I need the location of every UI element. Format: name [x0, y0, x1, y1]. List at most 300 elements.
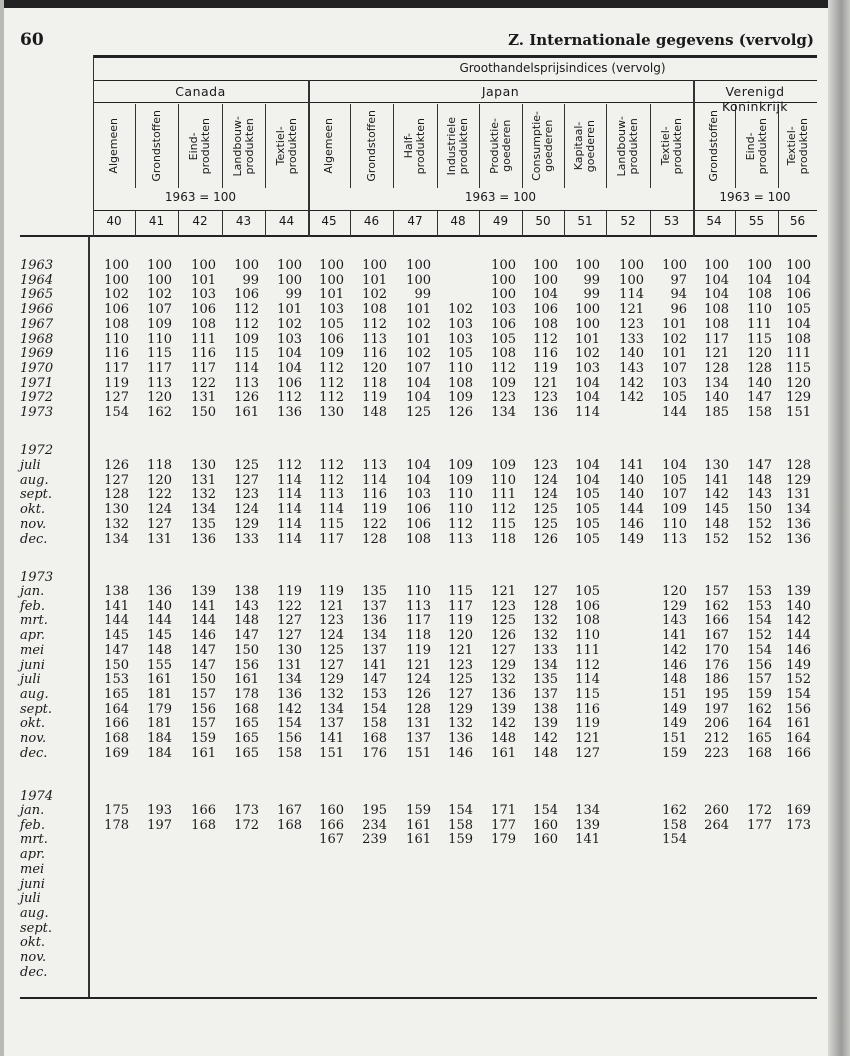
table-cell: 112 — [575, 657, 600, 673]
table-cell: 148 — [147, 642, 172, 658]
table-cell: 100 — [575, 302, 600, 318]
column-label: Kapitaal- goederen — [572, 119, 597, 173]
table-cell: 169 — [786, 803, 811, 818]
section-year-heading: 1974 — [20, 789, 54, 804]
table-cell: 197 — [704, 701, 729, 717]
table-cell: 104 — [533, 287, 558, 303]
table-cell: 128 — [406, 701, 431, 717]
table-cell: 100 — [104, 272, 129, 288]
table-cell: 129 — [786, 472, 811, 488]
table-cell: 118 — [406, 628, 431, 644]
table-cell: 120 — [147, 472, 172, 488]
table-cell: 100 — [234, 258, 259, 273]
table-cell: 146 — [448, 745, 473, 761]
table-cell: 143 — [619, 360, 644, 376]
table-cell: 104 — [406, 390, 431, 406]
table-cell: 123 — [319, 613, 344, 629]
table-cell: 100 — [319, 272, 344, 288]
table-cell: 137 — [319, 716, 344, 732]
column-number: 48 — [450, 214, 466, 228]
table-cell: 167 — [704, 628, 729, 644]
table-cell: 132 — [491, 672, 516, 688]
table-cell: 123 — [491, 390, 516, 406]
table-cell: 119 — [533, 360, 558, 376]
column-number: 44 — [278, 214, 295, 228]
table-cell: 125 — [533, 516, 558, 532]
table-cell: 197 — [147, 817, 172, 833]
table-cell: 112 — [234, 302, 259, 318]
table-cell: 124 — [533, 487, 558, 503]
table-cell: 114 — [619, 287, 644, 303]
row-label: feb. — [20, 598, 45, 614]
table-cell: 104 — [747, 272, 772, 288]
table-cell: 139 — [191, 584, 216, 599]
table-cell: 152 — [747, 516, 772, 532]
table-cell: 157 — [191, 686, 216, 702]
table-cell: 102 — [406, 346, 431, 362]
table-cell: 129 — [319, 672, 344, 688]
table-cell: 126 — [104, 458, 129, 473]
table-cell: 110 — [406, 584, 431, 599]
table-cell: 142 — [619, 390, 644, 406]
running-head: Z. Internationale gegevens (vervolg) — [508, 31, 814, 49]
table-cell: 102 — [362, 287, 387, 303]
table-cell: 136 — [533, 405, 558, 420]
table-cell: 122 — [147, 487, 172, 503]
table-cell: 108 — [104, 316, 129, 332]
table-cell: 162 — [147, 405, 172, 420]
table-cell: 100 — [406, 258, 431, 273]
table-cell: 103 — [448, 316, 473, 332]
table-cell: 100 — [362, 258, 387, 273]
table-cell: 264 — [704, 817, 729, 833]
table-cell: 168 — [234, 701, 259, 717]
table-cell: 154 — [277, 716, 302, 732]
table-cell: 169 — [104, 745, 129, 761]
table-cell: 147 — [747, 458, 772, 473]
table-cell: 114 — [234, 360, 259, 376]
table-cell: 110 — [575, 628, 600, 644]
table-cell: 127 — [491, 642, 516, 658]
row-label: okt. — [20, 716, 46, 732]
table-cell: 134 — [277, 672, 302, 688]
table-cell: 138 — [104, 584, 129, 599]
table-cell: 112 — [533, 331, 558, 347]
table-cell: 129 — [662, 598, 687, 614]
table-cell: 119 — [448, 613, 473, 629]
row-label: aug. — [20, 472, 49, 488]
column-label: Eind- produkten — [187, 117, 212, 175]
table-cell: 108 — [747, 287, 772, 303]
table-cell: 121 — [491, 584, 516, 599]
row-label: 1971 — [20, 375, 54, 391]
table-cell: 100 — [786, 258, 811, 273]
table-cell: 139 — [491, 701, 516, 717]
table-cell: 117 — [104, 360, 129, 376]
table-cell: 113 — [362, 458, 387, 473]
row-label: feb. — [20, 817, 45, 833]
base-year-label: 1963 = 100 — [719, 190, 791, 204]
column-number: 56 — [789, 214, 806, 228]
table-cell: 120 — [147, 390, 172, 406]
table-cell: 110 — [448, 487, 473, 503]
table-cell: 109 — [448, 390, 473, 406]
column-number: 43 — [235, 214, 252, 228]
table-cell: 146 — [662, 657, 687, 673]
table-cell: 108 — [704, 316, 729, 332]
table-cell: 102 — [104, 287, 129, 303]
table-cell: 101 — [191, 272, 216, 288]
table-cell: 154 — [747, 613, 772, 629]
table-cell: 150 — [234, 642, 259, 658]
table-cell: 149 — [786, 657, 811, 673]
table-cell: 140 — [619, 472, 644, 488]
table-cell: 144 — [104, 613, 129, 629]
table-cell: 141 — [619, 458, 644, 473]
table-cell: 113 — [362, 331, 387, 347]
table-cell: 109 — [662, 502, 687, 518]
table-cell: 176 — [362, 745, 387, 761]
table-cell: 140 — [747, 375, 772, 391]
column-label: Consumptie- goederen — [530, 111, 555, 181]
table-cell: 116 — [533, 346, 558, 362]
base-year-label: 1963 = 100 — [164, 190, 237, 204]
table-cell: 112 — [277, 390, 302, 406]
column-number: 45 — [321, 214, 337, 228]
table-cell: 105 — [575, 502, 600, 518]
table-cell: 124 — [533, 472, 558, 488]
table-cell: 104 — [406, 375, 431, 391]
table-cell: 96 — [670, 302, 687, 318]
column-number: 40 — [106, 214, 122, 228]
table-cell: 121 — [619, 302, 644, 318]
table-cell: 114 — [277, 502, 302, 518]
table-cell: 150 — [191, 672, 216, 688]
table-cell: 154 — [786, 686, 811, 702]
table-cell: 109 — [491, 458, 516, 473]
column-header — [564, 104, 606, 188]
row-label: 1965 — [20, 287, 54, 303]
table-cell: 130 — [277, 642, 302, 658]
table-cell: 167 — [319, 832, 344, 848]
country-header-canada: Canada — [175, 84, 226, 99]
table-cell: 102 — [147, 287, 172, 303]
table-cell: 130 — [704, 458, 729, 473]
table-cell: 102 — [277, 316, 302, 332]
table-cell: 136 — [277, 686, 302, 702]
column-number: 50 — [535, 214, 551, 228]
table-cell: 151 — [662, 686, 687, 702]
table-cell: 179 — [491, 832, 516, 848]
table-cell: 108 — [448, 375, 473, 391]
column-header — [93, 104, 135, 188]
row-label: jan. — [20, 584, 45, 599]
table-cell: 97 — [670, 272, 687, 288]
table-cell: 119 — [362, 502, 387, 518]
table-cell: 119 — [319, 584, 344, 599]
table-cell: 119 — [362, 390, 387, 406]
table-cell: 154 — [448, 803, 473, 818]
table-cell: 160 — [319, 803, 344, 818]
table-cell: 100 — [277, 258, 302, 273]
table-cell: 178 — [104, 817, 129, 833]
table-cell: 126 — [448, 405, 473, 420]
table-cell: 114 — [575, 672, 600, 688]
table-cell: 166 — [191, 803, 216, 818]
table-cell: 132 — [448, 716, 473, 732]
table-cell: 159 — [191, 731, 216, 746]
table-cell: 128 — [533, 598, 558, 614]
table-cell: 159 — [747, 686, 772, 702]
column-number: 41 — [148, 214, 165, 228]
table-cell: 100 — [747, 258, 772, 273]
table-cell: 142 — [704, 487, 729, 503]
column-label: Industriele produkten — [445, 116, 470, 176]
table-cell: 104 — [277, 346, 302, 362]
table-cell: 104 — [277, 360, 302, 376]
table-cell: 104 — [786, 316, 811, 332]
table-cell: 103 — [277, 331, 302, 347]
table-cell: 166 — [104, 716, 129, 732]
page-number: 60 — [20, 30, 44, 50]
row-label: apr. — [20, 628, 45, 644]
row-label: dec. — [20, 964, 48, 980]
row-label: dec. — [20, 745, 48, 761]
table-cell: 127 — [147, 516, 172, 532]
table-cell: 171 — [491, 803, 516, 818]
table-cell: 100 — [491, 287, 516, 303]
table-cell: 152 — [747, 531, 772, 547]
scan-left-edge — [0, 0, 4, 1056]
section-year-heading: 1973 — [20, 570, 54, 585]
table-cell: 100 — [147, 272, 172, 288]
row-label: 1967 — [20, 316, 54, 332]
table-cell: 106 — [575, 598, 600, 614]
table-cell: 177 — [747, 817, 772, 833]
table-cell: 128 — [786, 458, 811, 473]
table-cell: 148 — [747, 472, 772, 488]
table-cell: 114 — [277, 487, 302, 503]
table-cell: 115 — [575, 686, 600, 702]
row-label: nov. — [20, 950, 47, 965]
table-cell: 100 — [575, 258, 600, 273]
row-label: dec. — [20, 531, 48, 547]
table-cell: 128 — [704, 360, 729, 376]
table-cell: 119 — [104, 375, 129, 391]
table-cell: 161 — [191, 745, 216, 761]
table-cell: 148 — [704, 516, 729, 532]
table-cell: 104 — [406, 458, 431, 473]
table-cell: 104 — [406, 472, 431, 488]
table-cell: 150 — [191, 405, 216, 420]
table-cell: 144 — [786, 628, 811, 644]
table-cell: 110 — [448, 360, 473, 376]
table-cell: 181 — [147, 716, 172, 732]
table-cell: 157 — [747, 672, 772, 688]
row-label: nov. — [20, 731, 47, 746]
row-label: mei — [20, 861, 45, 877]
table-cell: 115 — [319, 516, 344, 532]
table-cell: 131 — [191, 390, 216, 406]
table-cell: 147 — [362, 672, 387, 688]
row-label: juli — [20, 891, 41, 907]
table-cell: 156 — [234, 657, 259, 673]
table-cell: 134 — [319, 701, 344, 717]
table-cell: 175 — [104, 803, 129, 818]
table-cell: 112 — [448, 516, 473, 532]
table-cell: 105 — [575, 516, 600, 532]
table-cell: 147 — [191, 642, 216, 658]
table-cell: 116 — [191, 346, 216, 362]
table-cell: 173 — [234, 803, 259, 818]
column-label: Algemeen — [322, 118, 335, 174]
table-cell: 123 — [533, 458, 558, 473]
table-cell: 165 — [234, 745, 259, 761]
table-cell: 122 — [277, 598, 302, 614]
table-cell: 158 — [747, 405, 772, 420]
table-cell: 206 — [704, 716, 729, 732]
table-cell: 184 — [147, 731, 172, 746]
table-cell: 129 — [786, 390, 811, 406]
table-cell: 139 — [575, 817, 600, 833]
column-header — [308, 104, 350, 188]
table-cell: 109 — [319, 346, 344, 362]
table-cell: 158 — [448, 817, 473, 833]
table-cell: 108 — [406, 531, 431, 547]
table-cell: 135 — [191, 516, 216, 532]
table-cell: 103 — [491, 302, 516, 318]
column-label: Textiel- produkten — [273, 117, 299, 175]
table-cell: 164 — [104, 701, 129, 717]
table-cell: 131 — [191, 472, 216, 488]
table-cell: 123 — [234, 487, 259, 503]
table-cell: 126 — [533, 531, 558, 547]
table-cell: 129 — [448, 701, 473, 717]
table-cell: 162 — [704, 598, 729, 614]
table-cell: 153 — [104, 672, 129, 688]
table-cell: 110 — [147, 331, 172, 347]
table-cell: 150 — [747, 502, 772, 518]
table-cell: 136 — [147, 584, 172, 599]
table-cell: 147 — [191, 657, 216, 673]
table-cell: 127 — [234, 472, 259, 488]
table-cell: 105 — [786, 302, 811, 318]
table-cell: 128 — [747, 360, 772, 376]
row-label: 1968 — [20, 331, 54, 347]
table-cell: 142 — [786, 613, 811, 629]
row-label: 1970 — [20, 360, 54, 376]
table-cell: 100 — [406, 272, 431, 288]
table-cell: 110 — [491, 472, 516, 488]
column-header — [650, 104, 693, 188]
table-cell: 136 — [448, 731, 473, 746]
table-cell: 178 — [234, 686, 259, 702]
table-cell: 142 — [662, 642, 687, 658]
table-cell: 99 — [242, 272, 259, 288]
table-cell: 101 — [277, 302, 302, 318]
table-cell: 234 — [362, 817, 387, 833]
table-cell: 112 — [491, 360, 516, 376]
table-cell: 115 — [491, 516, 516, 532]
table-cell: 161 — [491, 745, 516, 761]
column-header — [437, 104, 479, 188]
table-cell: 116 — [362, 346, 387, 362]
table-cell: 126 — [406, 686, 431, 702]
table-cell: 135 — [533, 672, 558, 688]
table-cell: 113 — [147, 375, 172, 391]
table-cell: 134 — [533, 657, 558, 673]
table-cell: 239 — [362, 832, 387, 848]
table-cell: 136 — [491, 686, 516, 702]
table-cell: 141 — [362, 657, 387, 673]
scan-top-edge — [0, 0, 850, 8]
column-label: Landbouw- produkten — [230, 115, 256, 177]
table-cell: 132 — [191, 487, 216, 503]
table-cell: 148 — [491, 731, 516, 746]
table-cell: 142 — [277, 701, 302, 717]
table-cell: 119 — [277, 584, 302, 599]
table-cell: 133 — [234, 531, 259, 547]
column-label: Landbouw- produkten — [615, 115, 640, 177]
table-cell: 104 — [704, 287, 729, 303]
table-cell: 148 — [662, 672, 687, 688]
table-cell: 138 — [533, 701, 558, 717]
table-cell: 111 — [191, 331, 216, 347]
table-cell: 127 — [575, 745, 600, 761]
table-cell: 157 — [191, 716, 216, 732]
table-cell: 112 — [491, 502, 516, 518]
table-cell: 166 — [786, 745, 811, 761]
table-cell: 153 — [747, 598, 772, 614]
table-cell: 109 — [491, 375, 516, 391]
table-cell: 107 — [662, 360, 687, 376]
table-cell: 114 — [319, 502, 344, 518]
row-label: sept. — [20, 920, 53, 936]
table-cell: 161 — [786, 716, 811, 732]
table-cell: 111 — [786, 346, 811, 362]
column-number: 49 — [492, 214, 509, 228]
table-cell: 100 — [662, 258, 687, 273]
table-cell: 109 — [147, 316, 172, 332]
table-cell: 113 — [406, 598, 431, 614]
table-cell: 100 — [619, 258, 644, 273]
table-cell: 106 — [104, 302, 129, 318]
table-cell: 154 — [662, 832, 687, 848]
column-header — [393, 104, 437, 188]
table-cell: 168 — [104, 731, 129, 746]
table-cell: 123 — [491, 598, 516, 614]
table-cell: 116 — [104, 346, 129, 362]
table-cell: 114 — [277, 472, 302, 488]
table-cell: 140 — [786, 598, 811, 614]
table-cell: 118 — [362, 375, 387, 391]
table-cell: 108 — [533, 316, 558, 332]
column-label: Eind- produkten — [743, 117, 769, 175]
table-cell: 159 — [448, 832, 473, 848]
table-cell: 105 — [491, 331, 516, 347]
country-header-verenigd-koninkrijk: Verenigd Koninkrijk — [721, 84, 789, 114]
table-cell: 114 — [277, 516, 302, 532]
table-cell: 112 — [319, 390, 344, 406]
table-cell: 132 — [319, 686, 344, 702]
table-cell: 103 — [575, 360, 600, 376]
table-cell: 123 — [448, 657, 473, 673]
table-cell: 140 — [619, 487, 644, 503]
table-cell: 99 — [583, 287, 600, 303]
section-year-heading: 1972 — [20, 443, 54, 458]
table-cell: 147 — [234, 628, 259, 644]
table-cell: 156 — [747, 657, 772, 673]
